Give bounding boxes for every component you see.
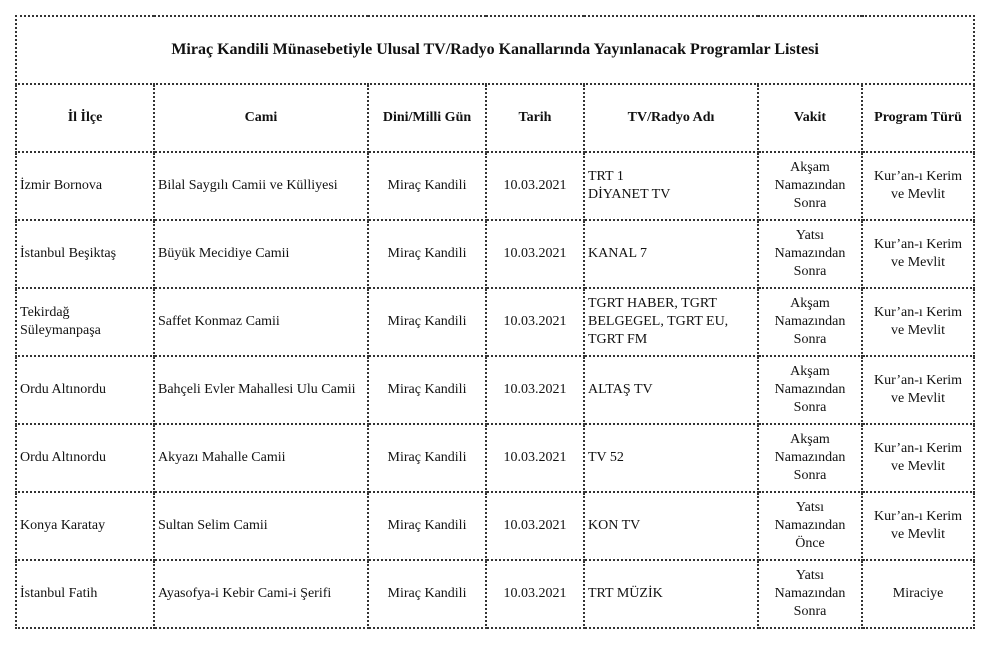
cell-gun: Miraç Kandili [368, 220, 486, 288]
cell-tv-radyo: KON TV [584, 492, 758, 560]
cell-il-ilce: Tekirdağ Süleymanpaşa [16, 288, 154, 356]
cell-cami: Büyük Mecidiye Camii [154, 220, 368, 288]
cell-il-ilce: Konya Karatay [16, 492, 154, 560]
table-row [16, 492, 974, 560]
cell-tv-radyo: TV 52 [584, 424, 758, 492]
table-row [16, 356, 974, 424]
cell-gun: Miraç Kandili [368, 492, 486, 560]
cell-gun: Miraç Kandili [368, 424, 486, 492]
cell-vakit: Yatsı Namazından Önce [758, 492, 862, 560]
cell-program-turu: Kur’an-ı Kerim ve Mevlit [862, 152, 974, 220]
header-il-ilce: İl İlçe [16, 84, 154, 152]
cell-tarih: 10.03.2021 [486, 288, 584, 356]
cell-vakit: Akşam Namazından Sonra [758, 152, 862, 220]
cell-program-turu: Kur’an-ı Kerim ve Mevlit [862, 356, 974, 424]
cell-il-ilce: Ordu Altınordu [16, 356, 154, 424]
cell-tarih: 10.03.2021 [486, 220, 584, 288]
program-table [15, 15, 975, 629]
header-row [16, 84, 974, 152]
table-row [16, 152, 974, 220]
header-cami: Cami [154, 84, 368, 152]
cell-cami: Bilal Saygılı Camii ve Külliyesi [154, 152, 368, 220]
cell-cami: Bahçeli Evler Mahallesi Ulu Camii [154, 356, 368, 424]
cell-program-turu: Kur’an-ı Kerim ve Mevlit [862, 288, 974, 356]
cell-tarih: 10.03.2021 [486, 356, 584, 424]
table-row [16, 424, 974, 492]
cell-tv-radyo: ALTAŞ TV [584, 356, 758, 424]
cell-cami: Akyazı Mahalle Camii [154, 424, 368, 492]
cell-cami: Sultan Selim Camii [154, 492, 368, 560]
cell-program-turu: Kur’an-ı Kerim ve Mevlit [862, 492, 974, 560]
cell-cami: Saffet Konmaz Camii [154, 288, 368, 356]
cell-vakit: Akşam Namazından Sonra [758, 288, 862, 356]
cell-gun: Miraç Kandili [368, 288, 486, 356]
cell-il-ilce: İstanbul Beşiktaş [16, 220, 154, 288]
header-program-turu: Program Türü [862, 84, 974, 152]
cell-il-ilce: Ordu Altınordu [16, 424, 154, 492]
cell-vakit: Akşam Namazından Sonra [758, 356, 862, 424]
document-sheet [15, 15, 973, 629]
cell-tv-radyo: KANAL 7 [584, 220, 758, 288]
cell-gun: Miraç Kandili [368, 152, 486, 220]
table-row [16, 288, 974, 356]
cell-tv-radyo: TRT 1 DİYANET TV [584, 152, 758, 220]
cell-tarih: 10.03.2021 [486, 424, 584, 492]
cell-gun: Miraç Kandili [368, 560, 486, 628]
cell-tv-radyo: TRT MÜZİK [584, 560, 758, 628]
cell-tv-radyo: TGRT HABER, TGRT BELGEGEL, TGRT EU, TGRT FM [584, 288, 758, 356]
cell-program-turu: Miraciye [862, 560, 974, 628]
cell-vakit: Akşam Namazından Sonra [758, 424, 862, 492]
cell-program-turu: Kur’an-ı Kerim ve Mevlit [862, 424, 974, 492]
header-tarih: Tarih [486, 84, 584, 152]
cell-tarih: 10.03.2021 [486, 152, 584, 220]
header-tv-radyo-adi: TV/Radyo Adı [584, 84, 758, 152]
cell-program-turu: Kur’an-ı Kerim ve Mevlit [862, 220, 974, 288]
header-dini-milli-gun: Dini/Milli Gün [368, 84, 486, 152]
cell-cami: Ayasofya-i Kebir Cami-i Şerifi [154, 560, 368, 628]
table-row [16, 220, 974, 288]
cell-tarih: 10.03.2021 [486, 492, 584, 560]
cell-gun: Miraç Kandili [368, 356, 486, 424]
cell-il-ilce: İzmir Bornova [16, 152, 154, 220]
header-vakit: Vakit [758, 84, 862, 152]
cell-vakit: Yatsı Namazından Sonra [758, 560, 862, 628]
cell-vakit: Yatsı Namazından Sonra [758, 220, 862, 288]
table-row [16, 560, 974, 628]
cell-il-ilce: İstanbul Fatih [16, 560, 154, 628]
table-title: Miraç Kandili Münasebetiyle Ulusal TV/Radyo Kanallarında Yayınlanacak Programlar Listesi [16, 16, 974, 84]
cell-tarih: 10.03.2021 [486, 560, 584, 628]
